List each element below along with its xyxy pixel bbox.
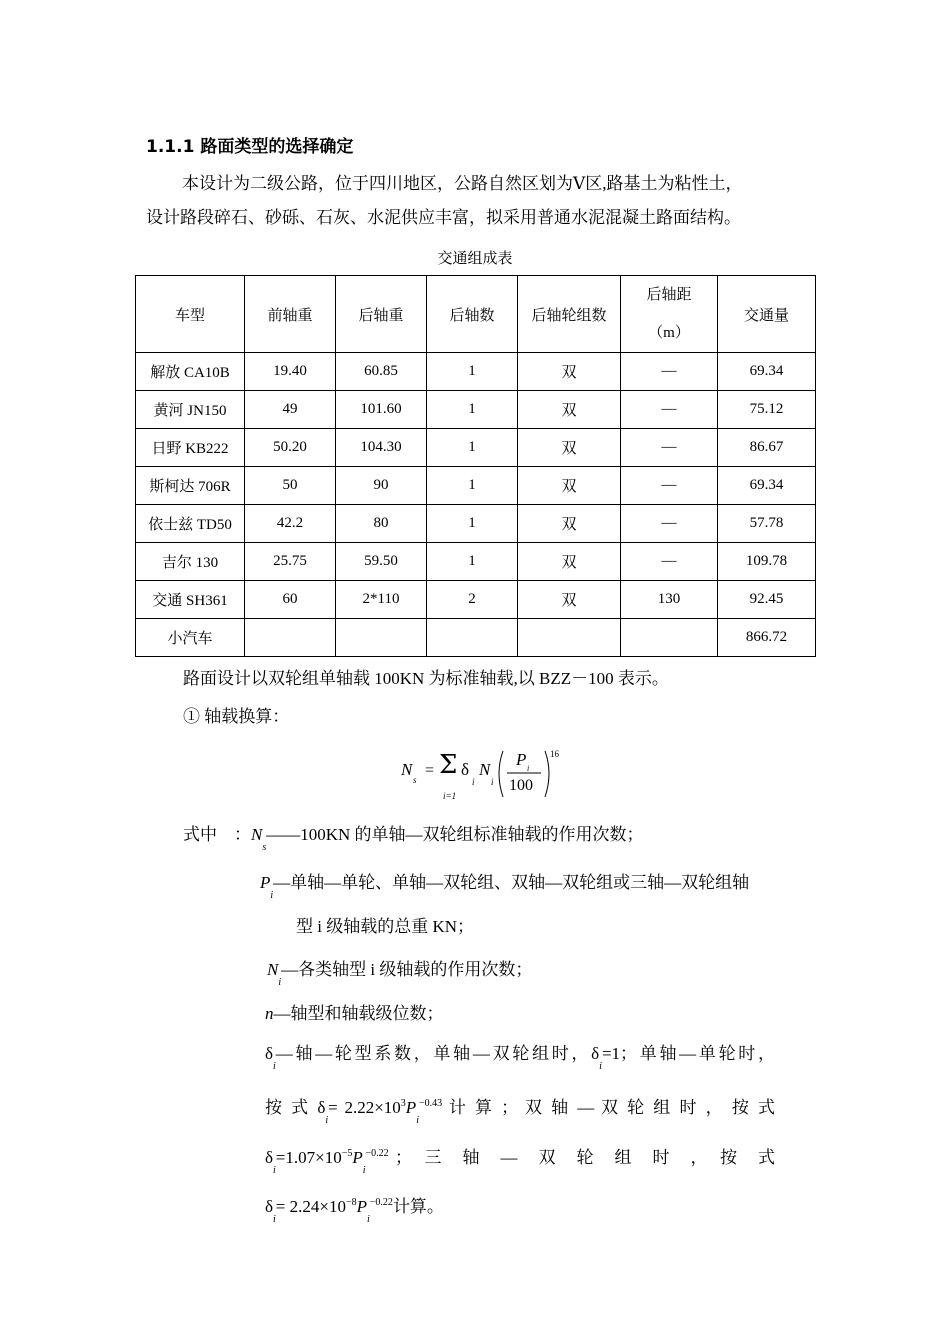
- table-cell: —: [621, 391, 718, 429]
- delta-line3-P: P: [352, 1148, 363, 1167]
- table-cell: 80: [336, 505, 427, 543]
- table-cell: 866.72: [718, 619, 816, 657]
- table-cell: 1: [427, 391, 518, 429]
- definition-pi-text: —单轴—单轮、单轴—双轮组、双轴—双轮组或三轴—双轮组轴: [273, 873, 750, 892]
- axle-conversion-formula: [395, 745, 595, 805]
- delta-line4-sub: i: [273, 1214, 276, 1225]
- table-cell: 49: [245, 391, 336, 429]
- intro-paragraph: [146, 167, 826, 235]
- table-cell: 60: [245, 581, 336, 619]
- table-cell: 1: [427, 429, 518, 467]
- formula-equals: =: [425, 762, 435, 779]
- table-cell: 75.12: [718, 391, 816, 429]
- formula-left-paren: [499, 751, 503, 797]
- table-cell: 69.34: [718, 353, 816, 391]
- table-cell: 90: [336, 467, 427, 505]
- header-rear-axle: 后轴重: [336, 276, 427, 353]
- table-header-row: [136, 276, 816, 353]
- table-cell: 1: [427, 505, 518, 543]
- definition-ni-sub: i: [278, 977, 282, 988]
- table-row: [136, 353, 816, 391]
- table-row: [136, 543, 816, 581]
- table-cell: 斯柯达 706R: [136, 467, 245, 505]
- definition-pi: [260, 868, 749, 901]
- section-heading: 1.1.1 路面类型的选择确定: [146, 137, 354, 157]
- definition-delta-sub-2: i: [599, 1061, 602, 1072]
- table-cell: [621, 619, 718, 657]
- header-front-axle: 前轴重: [245, 276, 336, 353]
- standard-load-text: 路面设计以双轮组单轴载 100KN 为标准轴载,以 BZZ－100 表示。: [183, 669, 669, 688]
- table-cell: 25.75: [245, 543, 336, 581]
- table-cell: 日野 KB222: [136, 429, 245, 467]
- formula-lhs: N: [401, 760, 413, 779]
- formula-exponent: 16: [550, 749, 559, 759]
- table-cell: 59.50: [336, 543, 427, 581]
- delta-line4-val: = 2.24×10: [275, 1197, 346, 1216]
- table-cell: 双: [518, 429, 621, 467]
- table-cell: 交通 SH361: [136, 581, 245, 619]
- table-cell: [336, 619, 427, 657]
- table-cell: 1: [427, 353, 518, 391]
- delta-line2-var: δ: [317, 1098, 326, 1117]
- table-cell: 109.78: [718, 543, 816, 581]
- delta-line2-a: 按 式: [265, 1098, 311, 1117]
- table-cell: [518, 619, 621, 657]
- formula-right-paren: [545, 751, 549, 797]
- definition-n-var: n: [265, 1004, 274, 1023]
- table-cell: 104.30: [336, 429, 427, 467]
- delta-line2-sub: i: [325, 1115, 329, 1126]
- table-row: [136, 467, 816, 505]
- table-cell: 19.40: [245, 353, 336, 391]
- definition-delta-line-4: [265, 1192, 444, 1225]
- table-cell: 50: [245, 467, 336, 505]
- table-cell: 60.85: [336, 353, 427, 391]
- header-traffic-volume: 交通量: [718, 276, 816, 353]
- definition-delta-line-3: [265, 1142, 775, 1183]
- delta-line4-b: 计算。: [392, 1197, 444, 1216]
- table-cell: [245, 619, 336, 657]
- definition-delta-var-2: δ: [591, 1044, 600, 1063]
- table-row: [136, 581, 816, 619]
- table-cell: 双: [518, 391, 621, 429]
- definition-ns-sub: s: [262, 842, 267, 853]
- table-cell: 吉尔 130: [136, 543, 245, 581]
- intro-line-1: 本设计为二级公路，位于四川地区，公路自然区划为Ⅴ区,路基土为粘性土，: [182, 174, 743, 193]
- delta-line4-var: δ: [265, 1197, 274, 1216]
- definition-delta-sub: i: [273, 1061, 276, 1072]
- formula-sum-icon: Σ: [439, 750, 458, 780]
- header-rear-axle-count: 后轴数: [427, 276, 518, 353]
- table-cell: 2: [427, 581, 518, 619]
- formula-N: N: [479, 760, 491, 779]
- delta-line2-val: = 2.22×10: [328, 1098, 401, 1117]
- table-cell: —: [621, 505, 718, 543]
- header-rear-wheel-groups: 后轴轮组数: [518, 276, 621, 353]
- definition-delta-var: δ: [265, 1044, 274, 1063]
- formula-P: P: [516, 750, 527, 769]
- table-cell: —: [621, 353, 718, 391]
- table-cell: 双: [518, 353, 621, 391]
- table-cell: 86.67: [718, 429, 816, 467]
- delta-line3-exp: −5: [341, 1148, 353, 1159]
- table-cell: 双: [518, 467, 621, 505]
- definition-pi-cont: 型 i 级轴载的总重 KN；: [296, 917, 475, 936]
- axle-conversion-label: ① 轴载换算：: [183, 707, 290, 726]
- definition-ns-text: ——100KN 的单轴—双轮组标准轴载的作用次数；: [266, 825, 644, 844]
- table-cell: 解放 CA10B: [136, 353, 245, 391]
- table-cell: 双: [518, 543, 621, 581]
- definition-pi-sub: i: [270, 890, 274, 901]
- table-cell: 小汽车: [136, 619, 245, 657]
- table-cell: 69.34: [718, 467, 816, 505]
- table-cell: 1: [427, 543, 518, 581]
- delta-line3-val: =1.07×10: [275, 1148, 342, 1167]
- delta-line4-P-sub: i: [367, 1214, 370, 1225]
- header-vehicle-type: 车型: [136, 276, 245, 353]
- formula-lhs-sub: s: [413, 775, 417, 785]
- table-cell: 黄河 JN150: [136, 391, 245, 429]
- table-cell: 依士兹 TD50: [136, 505, 245, 543]
- table-cell: [427, 619, 518, 657]
- header-rear-axle-spacing-label: 后轴距: [646, 287, 692, 303]
- table-row: [136, 619, 816, 657]
- definition-ni-var: N: [267, 960, 279, 979]
- delta-line3-exp2: −0.22: [365, 1148, 389, 1159]
- table-row: [136, 505, 816, 543]
- formula-delta: δ: [461, 760, 470, 779]
- table-cell: 2*110: [336, 581, 427, 619]
- delta-line4-exp: −8: [345, 1197, 357, 1208]
- table-cell: —: [621, 467, 718, 505]
- table-cell: 57.78: [718, 505, 816, 543]
- table-cell: 42.2: [245, 505, 336, 543]
- definition-delta-line-2: [265, 1092, 775, 1133]
- definition-delta-line-1: [265, 1042, 775, 1079]
- definition-n: [265, 999, 444, 1024]
- definition-n-text: —轴型和轴载级位数；: [273, 1004, 444, 1023]
- delta-line3-var: δ: [265, 1148, 274, 1167]
- table-cell: 双: [518, 581, 621, 619]
- definition-ni-text: —各类轴型 i 级轴载的作用次数；: [281, 960, 533, 979]
- delta-line3-sub: i: [273, 1165, 276, 1176]
- definition-ns: [183, 820, 644, 853]
- delta-line2-exp2: −0.43: [418, 1098, 443, 1109]
- formula-delta-sub: i: [472, 777, 475, 787]
- delta-line4-exp2: −0.22: [369, 1197, 393, 1208]
- formula-sum-lower: i=1: [443, 791, 457, 801]
- table-cell: 50.20: [245, 429, 336, 467]
- table-row: [136, 429, 816, 467]
- traffic-composition-table: [135, 275, 816, 657]
- table-cell: 130: [621, 581, 718, 619]
- table-cell: 101.60: [336, 391, 427, 429]
- delta-line3-b: ； 三 轴 — 双 轮 组 时 ， 按 式: [394, 1148, 776, 1167]
- definition-delta-eq1: =1: [601, 1044, 621, 1063]
- delta-line3-P-sub: i: [362, 1165, 366, 1176]
- delta-line4-P: P: [356, 1197, 368, 1216]
- formula-N-sub: i: [491, 777, 494, 787]
- table-cell: 92.45: [718, 581, 816, 619]
- formula-P-sub: i: [527, 764, 530, 773]
- table-caption: 交通组成表: [437, 251, 513, 267]
- delta-line2-b: 计 算 ； 双 轴 — 双 轮 组 时 ， 按 式: [448, 1098, 776, 1117]
- definition-ns-var: N: [251, 825, 263, 844]
- header-rear-axle-spacing-unit: （m）: [648, 325, 690, 341]
- definition-ns-prefix: 式中 ：: [183, 825, 251, 844]
- table-cell: 双: [518, 505, 621, 543]
- table-cell: —: [621, 543, 718, 581]
- formula-denominator: 100: [509, 777, 533, 794]
- header-rear-axle-spacing: [621, 276, 718, 353]
- definition-ni: [267, 955, 532, 988]
- table-cell: —: [621, 429, 718, 467]
- table-row: [136, 391, 816, 429]
- definition-pi-var: P: [260, 873, 271, 892]
- delta-line2-exp: 3: [400, 1098, 406, 1109]
- definition-delta-text1: —轴—轮型系数，单轴—双轮组时，: [275, 1044, 592, 1063]
- definition-delta-text2: ；单轴—单轮时，: [620, 1044, 776, 1063]
- intro-line-2: 设计路段碎石、砂砾、石灰、水泥供应丰富，拟采用普通水泥混凝土路面结构。: [146, 208, 741, 227]
- table-cell: 1: [427, 467, 518, 505]
- delta-line2-P-sub: i: [416, 1115, 419, 1126]
- delta-line2-P: P: [405, 1098, 417, 1117]
